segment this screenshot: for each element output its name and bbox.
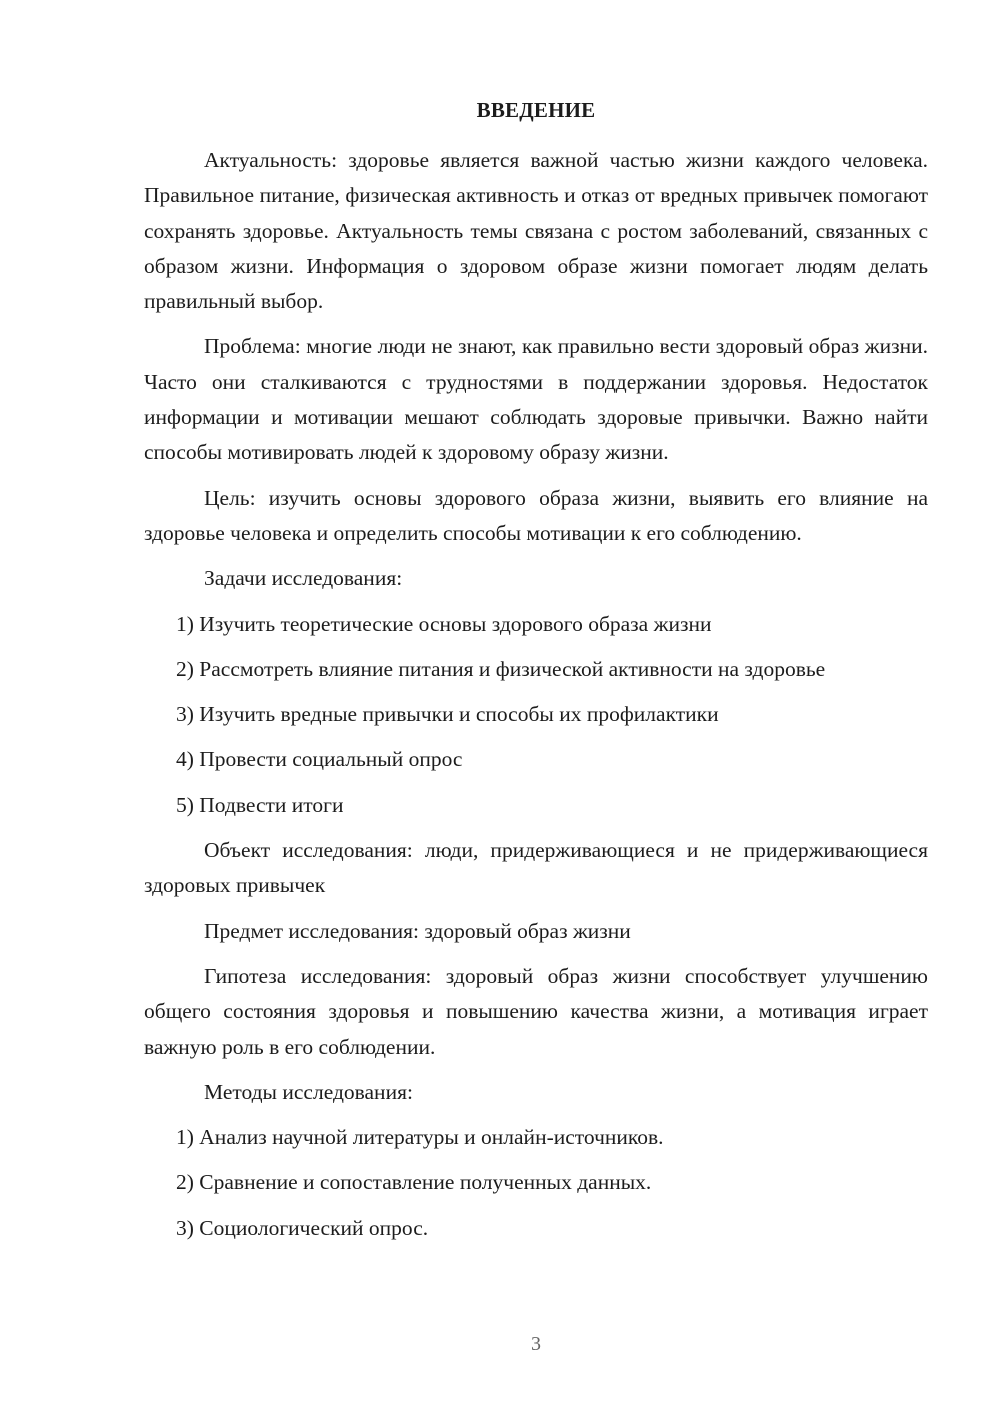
relevance-paragraph: Актуальность: здоровье является важной частью жизни каждого человека. Правильное питание, физическая активность и отказ от вредных привычек помогают сохранять здоровье. Актуальность темы связана с ростом заболеваний, связанных с образом жизни. Информация о здоровом образе жизни помогает людям делать правильный выбор.	[144, 148, 928, 314]
goal-paragraph: Цель: изучить основы здорового образа жизни, выявить его влияние на здоровье человека и определить способы мотивации к его соблюдению.	[144, 485, 928, 545]
object-paragraph: Объект исследования: люди, придерживающиеся и не придерживающиеся здоровых привычек	[144, 838, 928, 898]
task-item-1: 1) Изучить теоретические основы здорового образа жизни	[176, 611, 712, 636]
tasks-heading: Задачи исследования:	[204, 566, 403, 591]
task-item-4: 4) Провести социальный опрос	[176, 747, 463, 772]
method-item-3: 3) Социологический опрос.	[176, 1215, 429, 1240]
hypothesis-paragraph: Гипотеза исследования: здоровый образ жизни способствует улучшению общего состояния здоровья и повышению качества жизни, а мотивация играет важную роль в его соблюдении.	[144, 963, 928, 1059]
method-item-1: 1) Анализ научной литературы и онлайн-источников.	[176, 1125, 664, 1150]
subject-paragraph: Предмет исследования: здоровый образ жизни	[204, 918, 631, 943]
problem-paragraph: Проблема: многие люди не знают, как правильно вести здоровый образ жизни. Часто они сталкиваются с трудностями в поддержании здоровья. Недостаток информации и мотивации мешают соблюдать здоровые привычки. Важно найти способы мотивировать людей к здоровому образу жизни.	[144, 334, 928, 465]
task-item-2: 2) Рассмотреть влияние питания и физической активности на здоровье	[176, 656, 826, 681]
method-item-2: 2) Сравнение и сопоставление полученных данных.	[176, 1170, 652, 1195]
body-text	[144, 143, 928, 1256]
task-item-3: 3) Изучить вредные привычки и способы их профилактики	[176, 702, 719, 727]
section-heading: ВВЕДЕНИЕ	[476, 98, 596, 122]
task-item-5: 5) Подвести итоги	[176, 792, 344, 817]
methods-heading: Методы исследования:	[204, 1079, 413, 1104]
page-number: 3	[531, 1333, 541, 1355]
